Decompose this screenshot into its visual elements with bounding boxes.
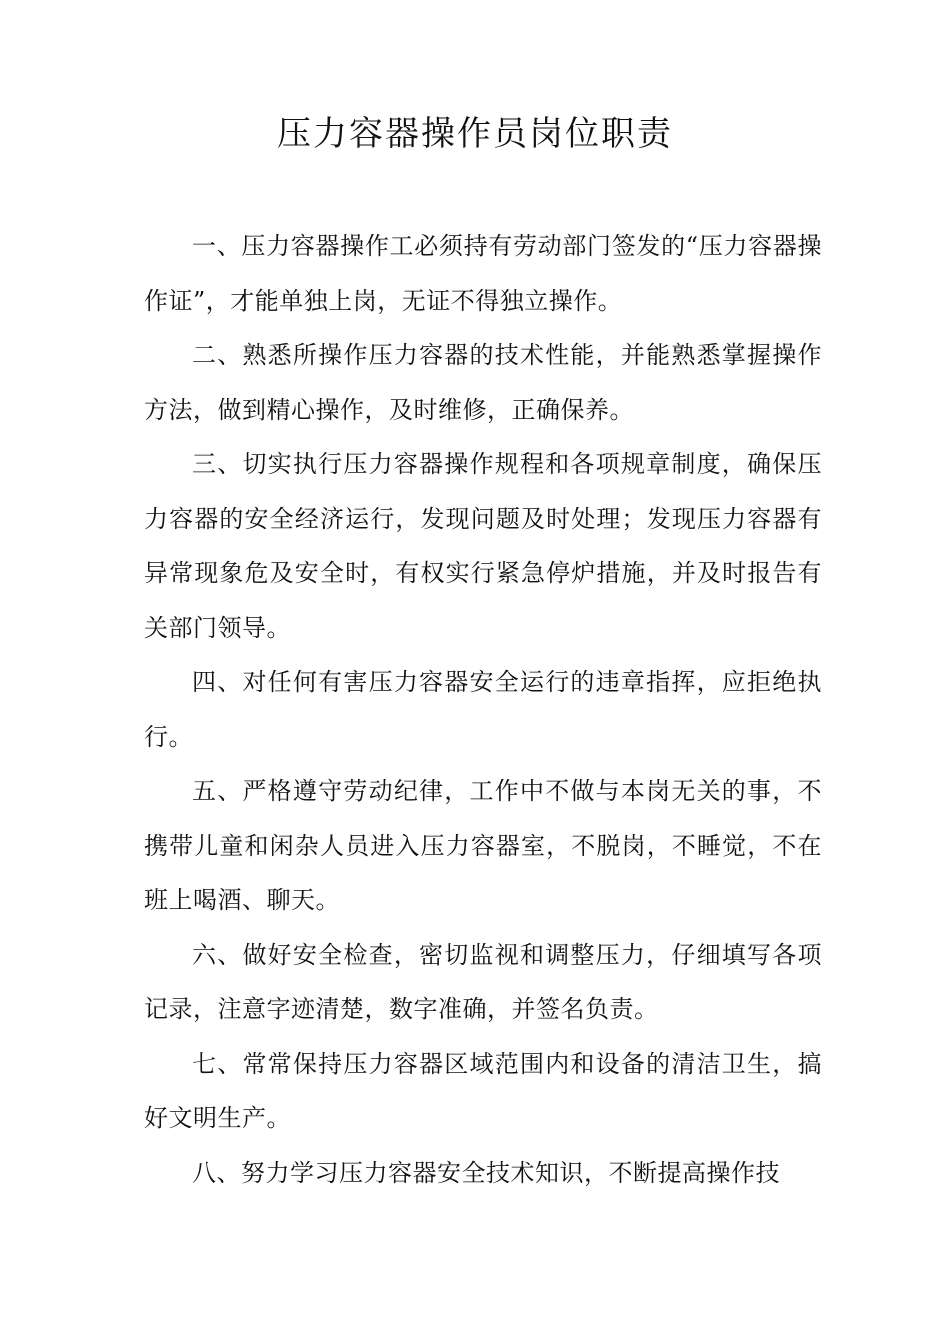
paragraph-3: 三、切实执行压力容器操作规程和各项规章制度，确保压力容器的安全经济运行，发现问题及时处理；发现压力容器有异常现象危及安全时，有权实行紧急停炉措施，并及时报告有关部门领导。 — [144, 450, 822, 642]
paragraph-2: 二、熟悉所操作压力容器的技术性能，并能熟悉掌握操作方法，做到精心操作，及时维修，正确保养。 — [144, 341, 822, 424]
paragraph-5: 五、严格遵守劳动纪律，工作中不做与本岗无关的事，不携带儿童和闲杂人员进入压力容器室，不脱岗，不睡觉，不在班上喝酒、聊天。 — [144, 777, 822, 914]
paragraph-7: 七、常常保持压力容器区域范围内和设备的清洁卫生，搞好文明生产。 — [144, 1049, 822, 1132]
document-title: 压力容器操作员岗位职责 — [277, 114, 673, 154]
paragraph-1: 一、压力容器操作工必须持有劳动部门签发的“压力容器操作证”，才能单独上岗，无证不得独立操作。 — [144, 232, 822, 315]
paragraph-8: 八、努力学习压力容器安全技术知识，不断提高操作技 — [192, 1158, 780, 1187]
document-body — [144, 219, 822, 1200]
paragraph-6: 六、做好安全检查，密切监视和调整压力，仔细填写各项记录，注意字迹清楚，数字准确，并签名负责。 — [144, 940, 822, 1023]
paragraph-4: 四、对任何有害压力容器安全运行的违章指挥，应拒绝执行。 — [144, 668, 822, 751]
